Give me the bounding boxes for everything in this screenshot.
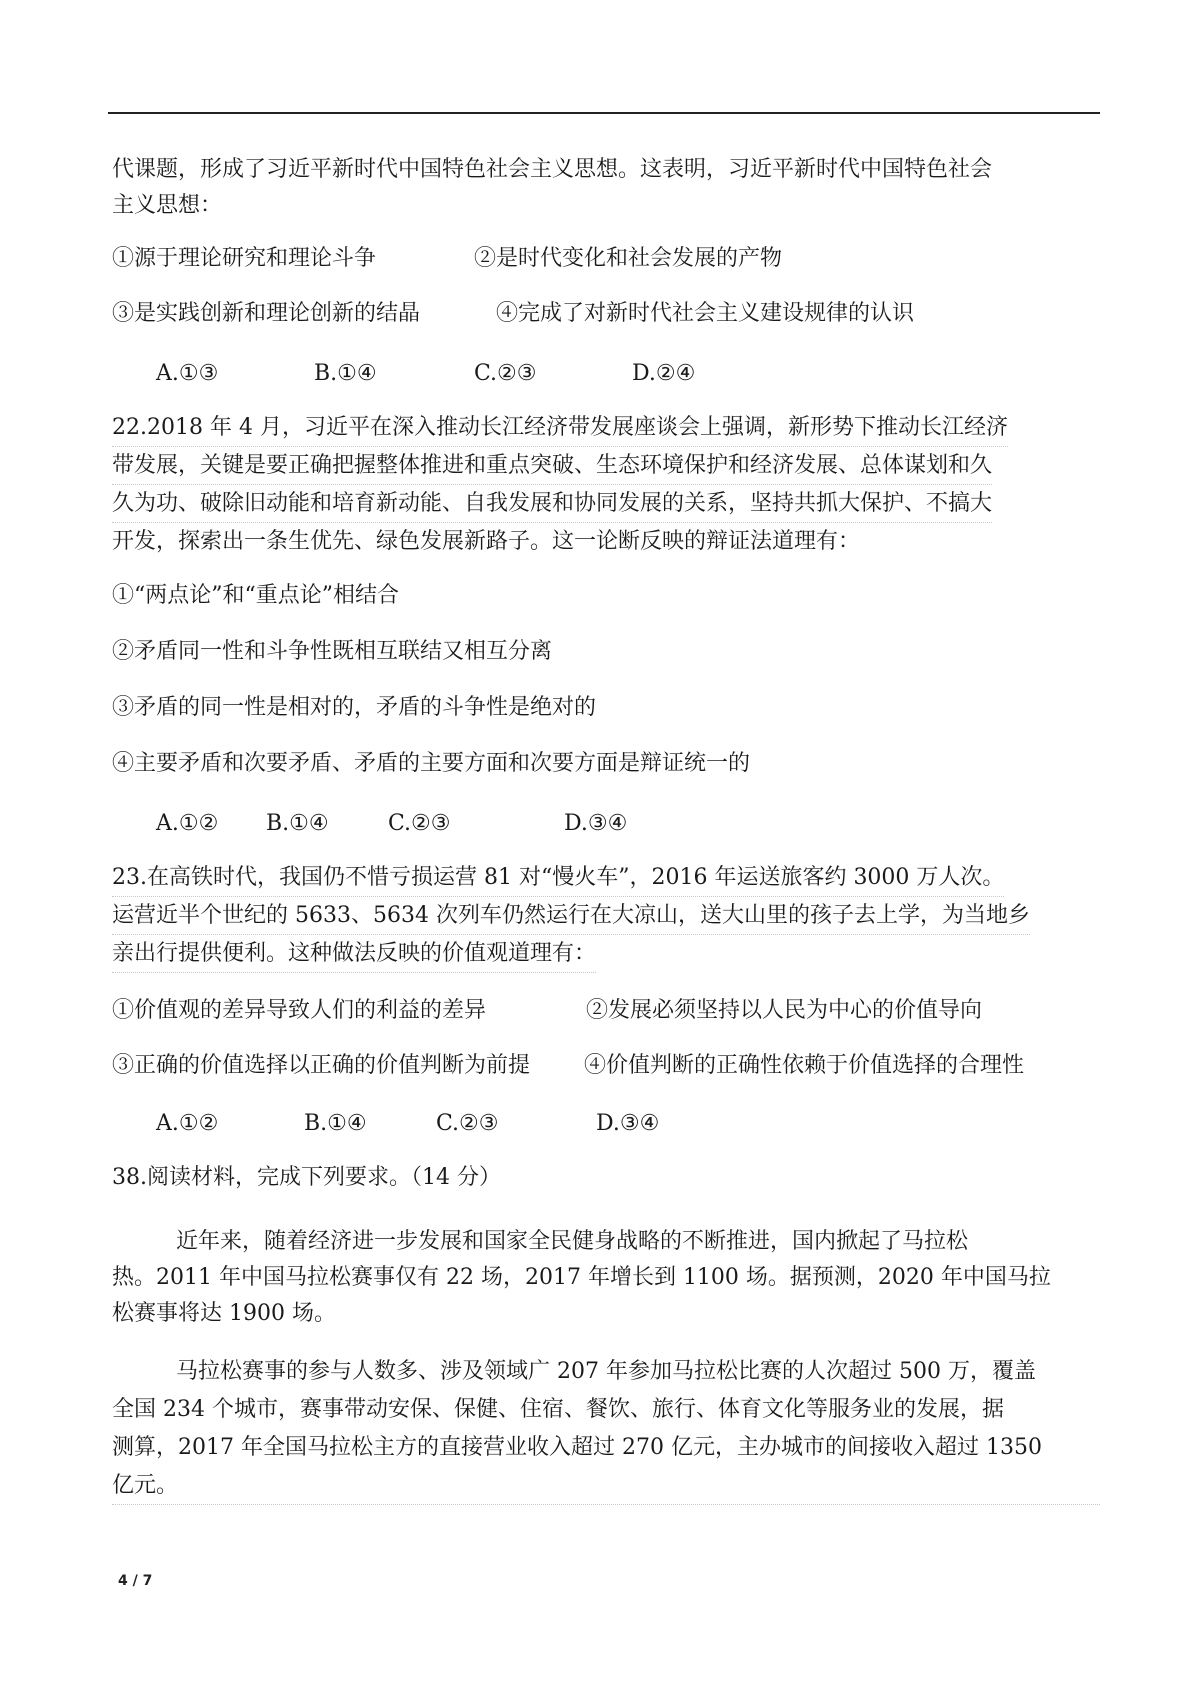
q38-para2-line-2: 全国 234 个城市，赛事带动安保、保健、住宿、餐饮、旅行、体育文化等服务业的发展，据 bbox=[112, 1397, 1004, 1422]
q38-para1-line-2: 热。2011 年中国马拉松赛事仅有 22 场，2017 年增长到 1100 场。据预测，2020 年中国马拉 bbox=[112, 1265, 1051, 1290]
q38-para1-line-3: 松赛事将达 1900 场。 bbox=[112, 1301, 336, 1326]
q21-option-a: A.①③ bbox=[156, 361, 219, 386]
q23-statement-2: ②发展必须坚持以人民为中心的价值导向 bbox=[586, 998, 983, 1023]
q38-para1-line-1: 近年来，随着经济进一步发展和国家全民健身战略的不断推进，国内掀起了马拉松 bbox=[176, 1229, 969, 1254]
q21-stem-line-2: 主义思想： bbox=[112, 193, 223, 218]
q21-option-c: C.②③ bbox=[474, 361, 537, 386]
q22-stem-line-2: 带发展，关键是要正确把握整体推进和重点突破、生态环境保护和经济发展、总体谋划和久 bbox=[112, 448, 992, 485]
q21-stem-line-1: 代课题，形成了习近平新时代中国特色社会主义思想。这表明，习近平新时代中国特色社会 bbox=[112, 157, 993, 182]
q23-stem-line-2: 运营近半个世纪的 5633、5634 次列车仍然运行在大凉山，送大山里的孩子去上学，为当地乡 bbox=[112, 898, 1030, 935]
q21-option-b: B.①④ bbox=[314, 361, 377, 386]
q21-statement-4: ④完成了对新时代社会主义建设规律的认识 bbox=[496, 301, 915, 326]
q22-stem-line-3: 久为功、破除旧动能和培育新动能、自我发展和协同发展的关系，坚持共抓大保护、不搞大 bbox=[112, 486, 992, 523]
q23-stem-line-1: 23.在高铁时代，我国仍不惜亏损运营 81 对“慢火车”，2016 年运送旅客约 3000 万人次。 bbox=[112, 860, 1004, 897]
q22-option-d: D.③④ bbox=[564, 811, 628, 836]
q23-statement-4: ④价值判断的正确性依赖于价值选择的合理性 bbox=[584, 1053, 1025, 1078]
header-rule bbox=[108, 112, 1100, 114]
q22-option-b: B.①④ bbox=[266, 811, 329, 836]
page-number: 4 / 7 bbox=[118, 1573, 153, 1589]
q23-statement-1: ①价值观的差异导致人们的利益的差异 bbox=[112, 998, 487, 1023]
q38-heading: 38.阅读材料，完成下列要求。（14 分） bbox=[112, 1165, 501, 1190]
q21-statement-3: ③是实践创新和理论创新的结晶 bbox=[112, 301, 421, 326]
q23-option-a: A.①② bbox=[156, 1111, 219, 1136]
q22-option-c: C.②③ bbox=[388, 811, 451, 836]
q21-statement-2: ②是时代变化和社会发展的产物 bbox=[474, 246, 783, 271]
q22-stem-line-1: 22.2018 年 4 月，习近平在深入推动长江经济带发展座谈会上强调，新形势下推动长江经济 bbox=[112, 410, 1008, 447]
q22-option-a: A.①② bbox=[156, 811, 219, 836]
q22-statement-3: ③矛盾的同一性是相对的，矛盾的斗争性是绝对的 bbox=[112, 695, 597, 720]
q22-stem-line-4: 开发，探索出一条生优先、绿色发展新路子。这一论断反映的辩证法道理有： bbox=[112, 529, 861, 554]
q38-para2-line-3: 测算，2017 年全国马拉松主方的直接营业收入超过 270 亿元，主办城市的间接收入超过 1350 bbox=[112, 1435, 1042, 1460]
q22-statement-1: ①“两点论”和“重点论”相结合 bbox=[112, 583, 399, 608]
q38-para2-line-1: 马拉松赛事的参与人数多、涉及领域广 207 年参加马拉松比赛的人次超过 500 万，覆盖 bbox=[176, 1359, 1036, 1384]
q23-option-c: C.②③ bbox=[436, 1111, 499, 1136]
q23-stem-line-3: 亲出行提供便利。这种做法反映的价值观道理有： bbox=[112, 936, 596, 973]
q22-statement-4: ④主要矛盾和次要矛盾、矛盾的主要方面和次要方面是辩证统一的 bbox=[112, 751, 751, 776]
q23-option-b: B.①④ bbox=[304, 1111, 367, 1136]
q22-statement-2: ②矛盾同一性和斗争性既相互联结又相互分离 bbox=[112, 639, 553, 664]
q21-option-d: D.②④ bbox=[632, 361, 696, 386]
q38-para2-line-4: 亿元。 bbox=[112, 1468, 1100, 1505]
q23-statement-3: ③正确的价值选择以正确的价值判断为前提 bbox=[112, 1053, 531, 1078]
q21-statement-1: ①源于理论研究和理论斗争 bbox=[112, 246, 377, 271]
q23-option-d: D.③④ bbox=[596, 1111, 660, 1136]
